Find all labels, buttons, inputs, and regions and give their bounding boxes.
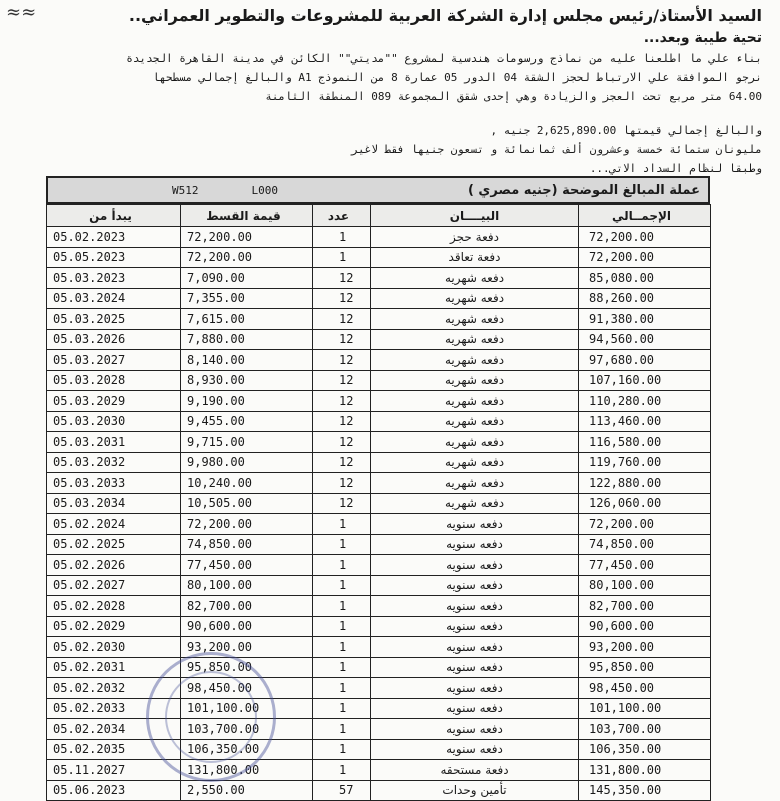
cell-installment: 8,930.00: [181, 370, 313, 391]
table-row: [47, 432, 711, 453]
cell-description: دفعة تعاقد: [371, 247, 579, 268]
cell-start-date: 05.03.2023: [47, 268, 181, 289]
cell-installment: 9,190.00: [181, 391, 313, 412]
table-row: [47, 268, 711, 289]
cell-description: دفعه سنويه: [371, 657, 579, 678]
cell-total: 72,200.00: [579, 247, 711, 268]
cell-total: 122,880.00: [579, 473, 711, 494]
cell-count: 1: [313, 719, 371, 740]
cell-count: 1: [313, 637, 371, 658]
header-count: عدد: [313, 205, 371, 227]
cell-start-date: 05.03.2030: [47, 411, 181, 432]
cell-installment: 2,550.00: [181, 780, 313, 801]
cell-total: 131,800.00: [579, 760, 711, 781]
cell-start-date: 05.03.2034: [47, 493, 181, 514]
cell-start-date: 05.03.2032: [47, 452, 181, 473]
cell-count: 1: [313, 678, 371, 699]
cell-count: 12: [313, 473, 371, 494]
cell-total: 106,350.00: [579, 739, 711, 760]
table-row: [47, 493, 711, 514]
cell-count: 12: [313, 391, 371, 412]
cell-count: 57: [313, 780, 371, 801]
cell-description: دفعه شهريه: [371, 391, 579, 412]
cell-start-date: 05.02.2035: [47, 739, 181, 760]
cell-total: 93,200.00: [579, 637, 711, 658]
cell-start-date: 05.02.2027: [47, 575, 181, 596]
payment-note: وطبقا لنظام السداد الاتي...: [589, 162, 762, 175]
total-price-line: والبالغ إجمالي قيمتها 2,625,890.00 جنيه ,: [490, 124, 762, 137]
cell-installment: 9,715.00: [181, 432, 313, 453]
letter-salutation: تحية طيبة وبعد...: [643, 30, 762, 46]
table-row: [47, 309, 711, 330]
cell-description: دفعه سنويه: [371, 678, 579, 699]
cell-count: 1: [313, 760, 371, 781]
table-row: [47, 575, 711, 596]
cell-start-date: 05.03.2029: [47, 391, 181, 412]
cell-installment: 106,350.00: [181, 739, 313, 760]
table-row: [47, 534, 711, 555]
cell-description: دفعه سنويه: [371, 739, 579, 760]
cell-installment: 10,240.00: [181, 473, 313, 494]
cell-installment: 7,355.00: [181, 288, 313, 309]
cell-description: دفعه شهريه: [371, 370, 579, 391]
table-row: [47, 657, 711, 678]
cell-count: 1: [313, 575, 371, 596]
cell-installment: 72,200.00: [181, 227, 313, 248]
table-row: [47, 678, 711, 699]
total-price-words: مليونان ستمائة خمسة وعشرون ألف ثمانمائة و تسعون جنيها فقط لاغير: [351, 143, 762, 156]
cell-total: 77,450.00: [579, 555, 711, 576]
cell-installment: 8,140.00: [181, 350, 313, 371]
cell-count: 1: [313, 534, 371, 555]
letter-paragraph-3: 64.00 متر مربع تحت العجز والزيادة وهي إحدى شقق المجموعة 089 المنطقة الثامنة: [265, 90, 762, 103]
cell-start-date: 05.03.2031: [47, 432, 181, 453]
table-row: [47, 473, 711, 494]
cell-description: دفعه سنويه: [371, 719, 579, 740]
cell-start-date: 05.02.2023: [47, 227, 181, 248]
cell-description: دفعه شهريه: [371, 473, 579, 494]
cell-total: 97,680.00: [579, 350, 711, 371]
table-row: [47, 739, 711, 760]
cell-start-date: 05.03.2026: [47, 329, 181, 350]
letter-paragraph-1: بناء علي ما اطلعنا عليه من نماذج ورسومات هندسية لمشروع ""مديتي"" الكائن في مدينة القاهرة الجديدة: [126, 52, 762, 65]
cell-installment: 93,200.00: [181, 637, 313, 658]
cell-count: 12: [313, 493, 371, 514]
cell-count: 12: [313, 370, 371, 391]
signature-mark: ≈≈: [6, 2, 37, 23]
table-header-row: [47, 205, 711, 227]
table-row: [47, 247, 711, 268]
cell-start-date: 05.03.2028: [47, 370, 181, 391]
cell-total: 72,200.00: [579, 514, 711, 535]
cell-count: 12: [313, 452, 371, 473]
table-row: [47, 514, 711, 535]
cell-installment: 72,200.00: [181, 514, 313, 535]
cell-start-date: 05.02.2031: [47, 657, 181, 678]
cell-total: 72,200.00: [579, 227, 711, 248]
cell-description: دفعه سنويه: [371, 698, 579, 719]
cell-installment: 9,980.00: [181, 452, 313, 473]
cell-description: دفعة حجز: [371, 227, 579, 248]
cell-description: دفعه شهريه: [371, 309, 579, 330]
cell-total: 103,700.00: [579, 719, 711, 740]
table-codes: [172, 184, 278, 197]
cell-total: 88,260.00: [579, 288, 711, 309]
cell-count: 1: [313, 657, 371, 678]
cell-description: دفعه سنويه: [371, 534, 579, 555]
cell-count: 1: [313, 227, 371, 248]
cell-total: 116,580.00: [579, 432, 711, 453]
cell-start-date: 05.03.2025: [47, 309, 181, 330]
table-title-bar: [46, 176, 710, 204]
table-row: [47, 227, 711, 248]
table-row: [47, 391, 711, 412]
cell-count: 1: [313, 739, 371, 760]
cell-count: 1: [313, 616, 371, 637]
cell-total: 90,600.00: [579, 616, 711, 637]
cell-count: 1: [313, 555, 371, 576]
table-title: عملة المبالغ الموضحة (جنيه مصري ): [467, 183, 700, 198]
header-total: الإجمــالي: [579, 205, 711, 227]
header-installment: قيمة القسط: [181, 205, 313, 227]
cell-count: 1: [313, 698, 371, 719]
cell-installment: 72,200.00: [181, 247, 313, 268]
cell-total: 119,760.00: [579, 452, 711, 473]
cell-total: 95,850.00: [579, 657, 711, 678]
cell-total: 126,060.00: [579, 493, 711, 514]
cell-installment: 131,800.00: [181, 760, 313, 781]
table-row: [47, 370, 711, 391]
cell-start-date: 05.03.2024: [47, 288, 181, 309]
table-row: [47, 452, 711, 473]
table-row: [47, 780, 711, 801]
cell-total: 85,080.00: [579, 268, 711, 289]
cell-description: دفعه سنويه: [371, 637, 579, 658]
cell-installment: 7,880.00: [181, 329, 313, 350]
cell-total: 98,450.00: [579, 678, 711, 699]
cell-total: 145,350.00: [579, 780, 711, 801]
cell-installment: 10,505.00: [181, 493, 313, 514]
cell-total: 74,850.00: [579, 534, 711, 555]
cell-installment: 98,450.00: [181, 678, 313, 699]
cell-installment: 90,600.00: [181, 616, 313, 637]
cell-installment: 82,700.00: [181, 596, 313, 617]
cell-total: 91,380.00: [579, 309, 711, 330]
table-row: [47, 555, 711, 576]
cell-installment: 77,450.00: [181, 555, 313, 576]
header-start-date: يبدأ من: [47, 205, 181, 227]
cell-start-date: 05.03.2033: [47, 473, 181, 494]
cell-installment: 103,700.00: [181, 719, 313, 740]
cell-description: دفعه سنويه: [371, 555, 579, 576]
letter-paragraph-2: نرجو الموافقة علي الارتباط لحجز الشقة 04 الدور 05 عمارة 8 من النموذج A1 والبالغ إجمالي مسطحها: [152, 71, 762, 84]
cell-start-date: 05.02.2026: [47, 555, 181, 576]
cell-installment: 9,455.00: [181, 411, 313, 432]
cell-description: دفعه سنويه: [371, 596, 579, 617]
table-row: [47, 350, 711, 371]
cell-description: دفعه شهريه: [371, 288, 579, 309]
cell-installment: 7,615.00: [181, 309, 313, 330]
cell-count: 12: [313, 329, 371, 350]
cell-description: دفعه شهريه: [371, 268, 579, 289]
cell-start-date: 05.02.2032: [47, 678, 181, 699]
cell-total: 107,160.00: [579, 370, 711, 391]
cell-count: 12: [313, 288, 371, 309]
cell-start-date: 05.11.2027: [47, 760, 181, 781]
cell-count: 12: [313, 350, 371, 371]
cell-start-date: 05.02.2034: [47, 719, 181, 740]
cell-installment: 7,090.00: [181, 268, 313, 289]
cell-description: دفعه شهريه: [371, 452, 579, 473]
cell-description: دفعه سنويه: [371, 514, 579, 535]
official-stamp: [146, 652, 276, 782]
cell-total: 94,560.00: [579, 329, 711, 350]
cell-count: 1: [313, 247, 371, 268]
cell-count: 12: [313, 432, 371, 453]
table-row: [47, 760, 711, 781]
code-2: L000: [251, 184, 278, 197]
cell-description: دفعه شهريه: [371, 432, 579, 453]
cell-installment: 95,850.00: [181, 657, 313, 678]
table-row: [47, 637, 711, 658]
cell-count: 12: [313, 268, 371, 289]
cell-description: دفعه شهريه: [371, 493, 579, 514]
cell-start-date: 05.02.2033: [47, 698, 181, 719]
table-row: [47, 288, 711, 309]
cell-description: دفعه شهريه: [371, 350, 579, 371]
cell-start-date: 05.02.2030: [47, 637, 181, 658]
header-description: البيــــان: [371, 205, 579, 227]
table-row: [47, 411, 711, 432]
cell-description: دفعه سنويه: [371, 575, 579, 596]
table-row: [47, 596, 711, 617]
cell-start-date: 05.02.2029: [47, 616, 181, 637]
cell-total: 82,700.00: [579, 596, 711, 617]
table-row: [47, 616, 711, 637]
cell-start-date: 05.02.2024: [47, 514, 181, 535]
cell-installment: 74,850.00: [181, 534, 313, 555]
cell-start-date: 05.02.2025: [47, 534, 181, 555]
cell-start-date: 05.03.2027: [47, 350, 181, 371]
cell-description: دفعه شهريه: [371, 329, 579, 350]
letter-greeting: السيد الأستاذ/رئيس مجلس إدارة الشركة العربية للمشروعات والتطوير العمراني..: [128, 6, 762, 25]
cell-description: دفعة مستحقه: [371, 760, 579, 781]
cell-total: 113,460.00: [579, 411, 711, 432]
cell-start-date: 05.05.2023: [47, 247, 181, 268]
code-1: W512: [172, 184, 199, 197]
cell-count: 1: [313, 596, 371, 617]
cell-count: 12: [313, 411, 371, 432]
cell-start-date: 05.06.2023: [47, 780, 181, 801]
cell-installment: 101,100.00: [181, 698, 313, 719]
cell-start-date: 05.02.2028: [47, 596, 181, 617]
cell-description: دفعه سنويه: [371, 616, 579, 637]
cell-description: تأمين وحدات: [371, 780, 579, 801]
cell-installment: 80,100.00: [181, 575, 313, 596]
cell-count: 1: [313, 514, 371, 535]
cell-total: 110,280.00: [579, 391, 711, 412]
table-row: [47, 329, 711, 350]
cell-count: 12: [313, 309, 371, 330]
cell-total: 101,100.00: [579, 698, 711, 719]
cell-description: دفعه شهريه: [371, 411, 579, 432]
cell-total: 80,100.00: [579, 575, 711, 596]
